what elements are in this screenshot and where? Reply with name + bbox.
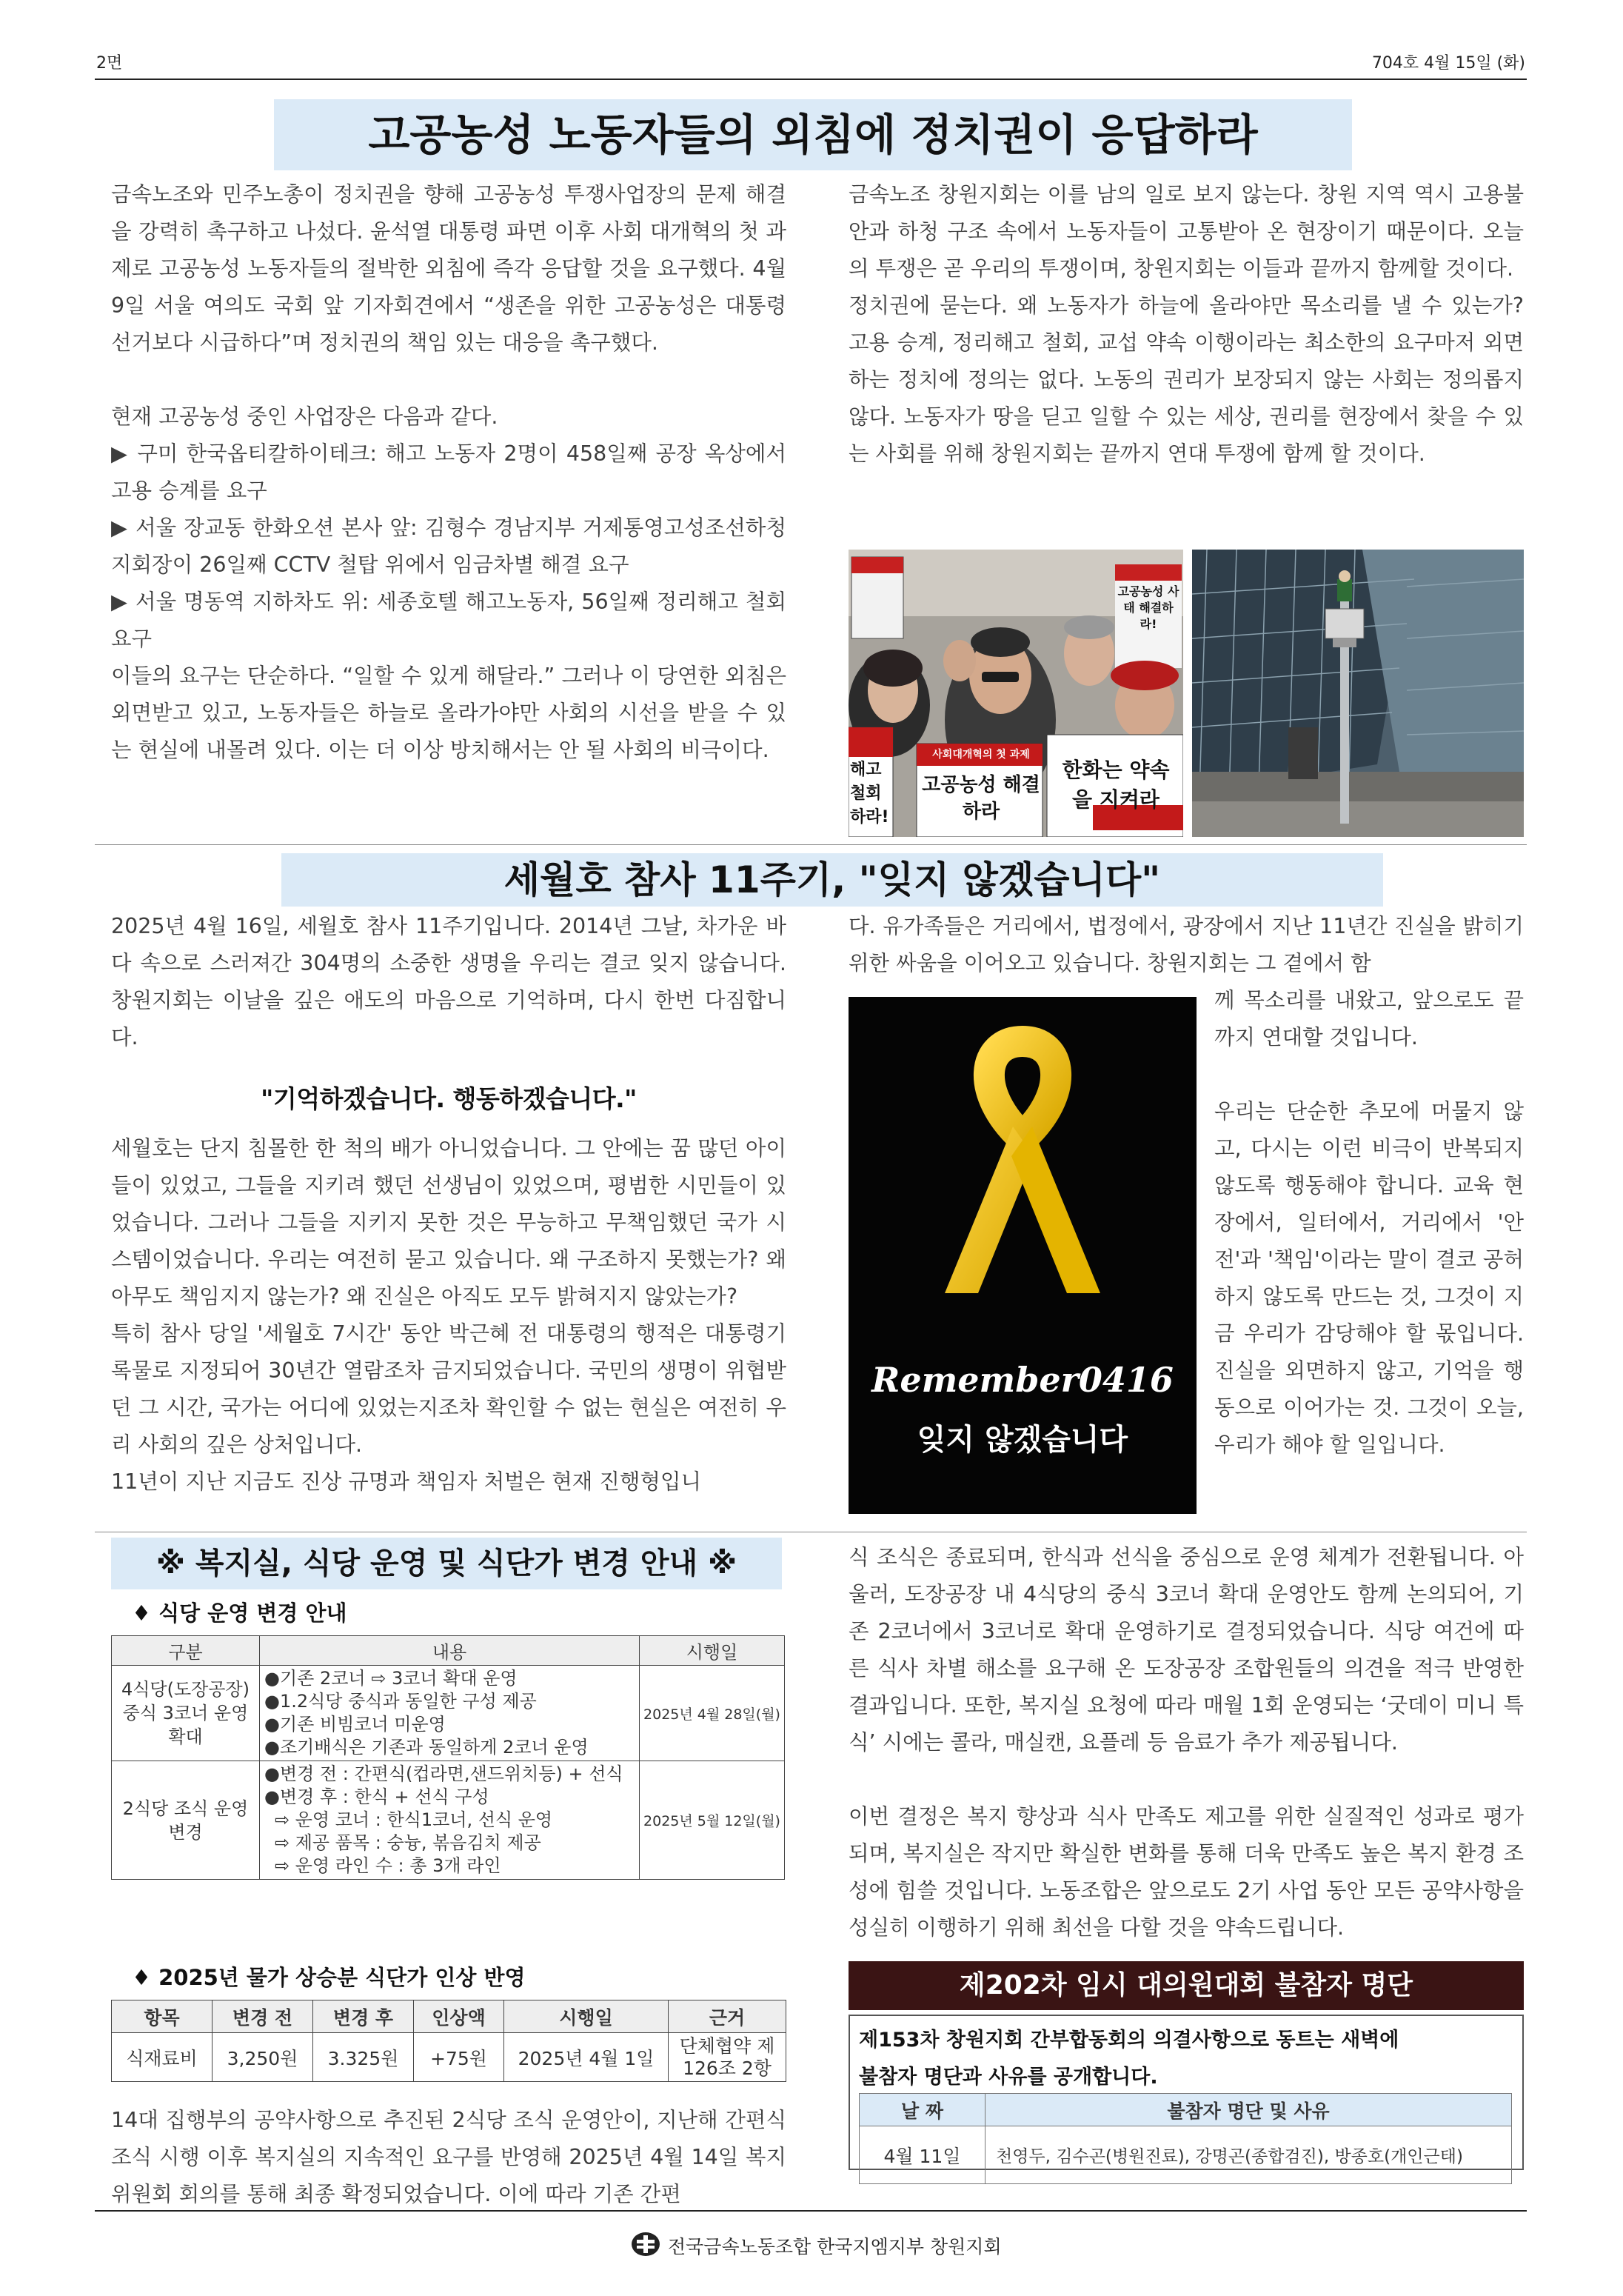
table-cell: 2025년 4월 1일 bbox=[504, 2033, 669, 2082]
article2-right-top: 다. 유가족들은 거리에서, 법정에서, 광장에서 지난 11년간 진실을 밝히기 위한 싸움을 이어오고 있습니다. 창원지회는 그 곁에서 함 bbox=[849, 914, 1524, 975]
ribbon-caption-en: Remember0416 bbox=[871, 1360, 1174, 1400]
absence-box bbox=[849, 2015, 1524, 2170]
article1-headline: 고공농성 노동자들의 외침에 정치권이 응답하라 bbox=[274, 99, 1352, 170]
table-line: ⇨ 운영 코너 : 한식1코너, 선식 운영 bbox=[275, 1809, 553, 1830]
sign-text: 고공농성 해결하라 bbox=[922, 774, 1040, 823]
table-header: 내용 bbox=[260, 1636, 640, 1666]
article3-paragraph: 이번 결정은 복지 향상과 식사 만족도 제고를 위한 실질적인 성과로 평가되며, 복지실은 작지만 확실한 변화를 통해 더욱 만족도 높은 복지 환경 조성에 힘쓸 것입니다. 노동조합은 앞으로도 2기 사업 동안 모든 공약사항을 성실히 이행하기 위해 최선을 다할 것을 약속드립니다. bbox=[849, 1804, 1524, 1940]
article2-paragraph: 11년이 지난 지금도 진상 규명과 책임자 처벌은 현재 진행형입니 bbox=[111, 1469, 702, 1494]
union-logo-icon bbox=[631, 2231, 660, 2257]
article2-right-wrap2: 우리는 단순한 추모에 머물지 않고, 다시는 이런 비극이 반복되지 않도록 행동해야 합니다. 교육 현장에서, 일터에서, 거리에서 '안전'과 '책임'이라는 말이 결코 공허하지 않도록 만드는 것, 그것이 지금 우리가 감당해야 할 몫입니다. 진실을 외면하지 않고, 기억을 행동으로 이어가는 것. 그것이 오늘, 우리가 해야 할 일입니다. bbox=[1214, 1099, 1524, 1457]
table-header: 변경 후 bbox=[313, 2000, 414, 2033]
cctv-tower-photo-art bbox=[1192, 550, 1524, 837]
article1-paragraph: 정치권에 묻는다. 왜 노동자가 하늘에 올라야만 목소리를 낼 수 있는가? 고용 승계, 정리해고 철회, 교섭 약속 이행이라는 최소한의 요구마저 외면하는 정치에 정의는 없다. 노동의 권리가 보장되지 않는 사회는 정의롭지 않다. 노동자가 땅을 딛고 일할 수 있는 세상, 권리를 현장에서 찾을 수 있는 사회를 위해 창원지회는 끝까지 연대 투쟁에 함께 할 것이다. bbox=[849, 293, 1524, 466]
table-row bbox=[112, 1761, 785, 1880]
footer-org-name: 전국금속노동조합 한국지엠지부 창원지회 bbox=[668, 2236, 1002, 2257]
section-divider bbox=[95, 844, 1527, 845]
footer-rule bbox=[95, 2210, 1527, 2212]
table-cell: 4월 11일 bbox=[860, 2126, 985, 2184]
table-line: ●1.2식당 중식과 동일한 구성 제공 bbox=[264, 1691, 537, 1712]
table-header: 시행일 bbox=[640, 1636, 785, 1666]
table-line: ⇨ 제공 품목 : 숭늉, 볶음김치 제공 bbox=[275, 1832, 541, 1853]
header-rule bbox=[95, 79, 1527, 80]
table-cell: 3.325원 bbox=[313, 2033, 414, 2082]
table-cell: 단체협약 제126조 2항 bbox=[669, 2033, 786, 2082]
article2-quote: "기억하겠습니다. 행동하겠습니다." bbox=[261, 1084, 637, 1113]
sign-text: 해고 철회하라! bbox=[850, 761, 889, 827]
table-header: 불참자 명단 및 사유 bbox=[985, 2094, 1512, 2126]
article3-left-bottom: 14대 집행부의 공약사항으로 추진된 2식당 조식 운영안이, 지난해 간편식 조식 시행 이후 복지실의 지속적인 요구를 반영해 2025년 4월 14일 복지위원회 회의를 통해 최종 확정되었습니다. 이에 따라 기존 간편 bbox=[111, 2108, 786, 2206]
table-header: 구분 bbox=[112, 1636, 260, 1666]
table-cell: 천영두, 김수곤(병원진료), 강명곤(종합검진), 방종호(개인근태) bbox=[985, 2126, 1512, 2184]
table-header: 시행일 bbox=[504, 2000, 669, 2033]
table-cell: +75원 bbox=[414, 2033, 504, 2082]
table-line: ●변경 후 : 한식 + 선식 구성 bbox=[264, 1786, 489, 1807]
article1-paragraph: 금속노조와 민주노총이 정치권을 향해 고공농성 투쟁사업장의 문제 해결을 강력히 촉구하고 나섰다. 윤석열 대통령 파면 이후 사회 대개혁의 첫 과제로 고공농성 노동자들의 절박한 외침에 즉각 응답할 것을 요구했다. 4월 9일 서울 여의도 국회 앞 기자회견에서 “생존을 위한 고공농성은 대통령 선거보다 시급하다”며 정치권의 책임 있는 대응을 촉구했다. bbox=[111, 182, 786, 355]
table-cell bbox=[260, 1761, 640, 1880]
article3-right-column bbox=[849, 1539, 1524, 1946]
cctv-tower-photo bbox=[1192, 550, 1524, 837]
sign-text: 고공농성 사태 해결하라! bbox=[1117, 584, 1179, 631]
table-line: ●변경 전 : 간편식(컵라면,샌드위치등) + 선식 bbox=[264, 1763, 623, 1784]
absence-notice-line: 불참자 명단과 사유를 공개합니다. bbox=[859, 2066, 1158, 2089]
table-cell bbox=[260, 1666, 640, 1761]
table-header: 근거 bbox=[669, 2000, 786, 2033]
article1-right-column bbox=[849, 176, 1524, 473]
meal-price-table bbox=[111, 2000, 786, 2082]
table-header: 변경 전 bbox=[213, 2000, 313, 2033]
table-line: ●조기배식은 기존과 동일하게 2코너 운영 bbox=[264, 1737, 589, 1758]
absence-table bbox=[859, 2093, 1512, 2184]
table-header: 인상액 bbox=[414, 2000, 504, 2033]
article2-paragraph: 세월호는 단지 침몰한 한 척의 배가 아니었습니다. 그 안에는 꿈 많던 아이들이 있었고, 그들을 지키려 했던 선생님이 있었으며, 평범한 시민들이 있었습니다. 그러나 그들을 지키지 못한 것은 무능하고 무책임했던 국가 시스템이었습니다. 우리는 여전히 묻고 있습니다. 왜 구조하지 못했는가? 왜 아무도 책임지지 않는가? 왜 진실은 아직도 모두 밝혀지지 않았는가? bbox=[111, 1136, 786, 1309]
absence-notice-line: 제153차 창원지회 간부합동회의 의결사항으로 동트는 새벽에 bbox=[859, 2029, 1399, 2052]
article1-paragraph: 현재 고공농성 중인 사업장은 다음과 같다. bbox=[111, 404, 498, 429]
table-cell: 2025년 4월 28일(월) bbox=[640, 1666, 785, 1761]
article3-subheading-1: ♦ 식당 운영 변경 안내 bbox=[132, 1601, 347, 1626]
protest-photo bbox=[849, 550, 1183, 837]
memorial-ribbon-image bbox=[849, 997, 1197, 1514]
sign-text: 한화는 약속을 지켜라 bbox=[1062, 758, 1170, 812]
article3-headline: ※ 복지실, 식당 운영 및 식단가 변경 안내 ※ bbox=[111, 1538, 782, 1589]
article2-right-wrap1: 께 목소리를 내왔고, 앞으로도 끝까지 연대할 것입니다. bbox=[1214, 988, 1524, 1049]
article2-intro: 2025년 4월 16일, 세월호 참사 11주기입니다. 2014년 그날, 차가운 바다 속으로 스러져간 304명의 소중한 생명을 우리는 결코 잊지 않습니다. 창원지회는 이날을 깊은 애도의 마음으로 기억하며, 다시 한번 다짐합니다. bbox=[111, 914, 786, 1049]
table-line: ●기존 비빔코너 미운영 bbox=[264, 1714, 446, 1735]
issue-date: 704호 4월 15일 (화) bbox=[1371, 54, 1525, 73]
table-line: ⇨ 운영 라인 수 : 총 3개 라인 bbox=[275, 1855, 501, 1876]
table-cell: 식재료비 bbox=[112, 2033, 213, 2082]
article3-paragraph: 식 조식은 종료되며, 한식과 선식을 중심으로 운영 체계가 전환됩니다. 아울러, 도장공장 내 4식당의 중식 3코너 확대 운영안도 함께 논의되어, 기존 2코너에서 3코너로 확대 운영하기로 결정되었습니다. 식당 여건에 따른 식사 차별 해소를 요구해 온 도장공장 조합원들의 의견을 적극 반영한 결과입니다. 또한, 복지실 요청에 따라 매월 1회 운영되는 ‘굿데이 미니 특식’ 시에는 콜라, 매실캔, 요플레 등 음료가 추가 제공됩니다. bbox=[849, 1545, 1524, 1755]
table-line: ●기존 2코너 ⇨ 3코너 확대 운영 bbox=[264, 1668, 518, 1689]
article1-list-item: ▶ 구미 한국옵티칼하이테크: 해고 노동자 2명이 458일째 공장 옥상에서 고용 승계를 요구 bbox=[111, 441, 786, 503]
table-row bbox=[112, 1666, 785, 1761]
article2-paragraph: 특히 참사 당일 '세월호 7시간' 동안 박근혜 전 대통령의 행적은 대통령기록물로 지정되어 30년간 열람조차 금지되었습니다. 국민의 생명이 위협받던 그 시간, 국가는 어디에 있었는지조차 확인할 수 없는 현실은 여전히 우리 사회의 깊은 상처입니다. bbox=[111, 1321, 786, 1457]
table-cell: 4식당(도장공장) 중식 3코너 운영 확대 bbox=[112, 1666, 260, 1761]
absence-title-bar: 제202차 임시 대의원대회 불참자 명단 bbox=[849, 1961, 1524, 2010]
article1-paragraph: 금속노조 창원지회는 이를 남의 일로 보지 않는다. 창원 지역 역시 고용불안과 하청 구조 속에서 노동자들이 고통받아 온 현장이기 때문이다. 오늘의 투쟁은 곧 우리의 투쟁이며, 창원지회는 이들과 끝까지 함께할 것이다. bbox=[849, 182, 1524, 281]
article1-list-item: ▶ 서울 장교동 한화오션 본사 앞: 김형수 경남지부 거제통영고성조선하청지회장이 26일째 CCTV 철탑 위에서 임금차별 해결 요구 bbox=[111, 515, 786, 577]
cafeteria-change-table bbox=[111, 1635, 785, 1880]
ribbon-caption-ko: 잊지 않겠습니다 bbox=[917, 1423, 1128, 1457]
article2-headline: 세월호 참사 11주기, "잊지 않겠습니다" bbox=[281, 853, 1383, 907]
table-header: 날 짜 bbox=[860, 2094, 985, 2126]
article3-subheading-2: ♦ 2025년 물가 상승분 식단가 인상 반영 bbox=[132, 1965, 526, 1990]
table-cell: 2025년 5월 12일(월) bbox=[640, 1761, 785, 1880]
table-row bbox=[112, 2033, 786, 2082]
article1-list-item: ▶ 서울 명동역 지하차도 위: 세종호텔 해고노동자, 56일째 정리해고 철회 요구 bbox=[111, 590, 786, 651]
article2-body bbox=[111, 1130, 786, 1501]
page-number: 2면 bbox=[96, 54, 123, 73]
table-cell: 3,250원 bbox=[213, 2033, 313, 2082]
article1-paragraph: 이들의 요구는 단순하다. “일할 수 있게 해달라.” 그러나 이 당연한 외침은 외면받고 있고, 노동자들은 하늘로 올라가야만 사회의 시선을 받을 수 있는 현실에 내몰려 있다. 이는 더 이상 방치해서는 안 될 사회의 비극이다. bbox=[111, 664, 786, 762]
sign-text: 사회대개혁의 첫 과제 bbox=[932, 749, 1030, 761]
table-header: 항목 bbox=[112, 2000, 213, 2033]
table-row bbox=[860, 2126, 1512, 2184]
article1-left-column bbox=[111, 176, 786, 769]
table-cell: 2식당 조식 운영 변경 bbox=[112, 1761, 260, 1880]
